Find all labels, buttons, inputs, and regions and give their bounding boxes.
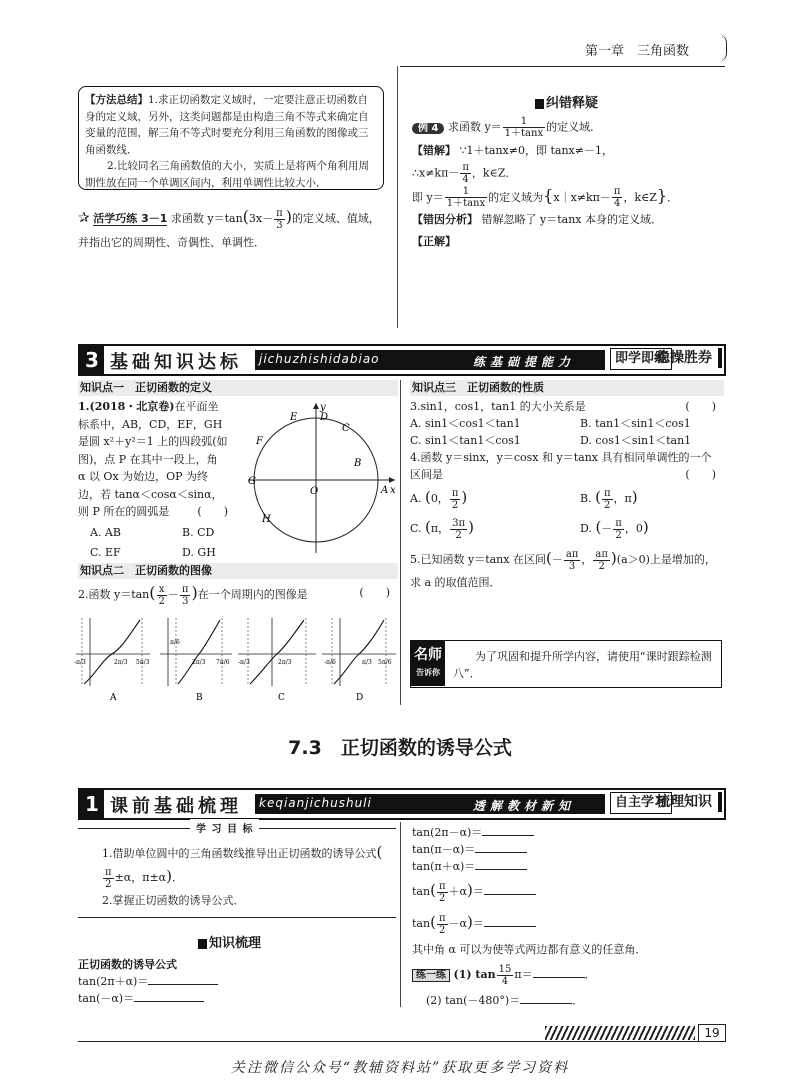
banner-stripe (255, 350, 605, 370)
blank-4[interactable] (475, 841, 527, 853)
banner-pinyin: jichuzhishidabiao (259, 352, 380, 366)
q3-option-b: B. tan1＜sin1＜cos1 (580, 417, 691, 430)
blank-2[interactable] (134, 990, 204, 1002)
header-rule (400, 66, 725, 67)
exercise-label: 练一练 (412, 969, 450, 982)
graph-B (160, 618, 232, 703)
formula-2pi-minus: tan(2π－α)＝ (412, 826, 483, 839)
point-G: G (248, 476, 256, 487)
method-p2: 2.比较同名三角函数值的大小，实质上是将两个角利用周期性放在同一个单调区间内，利用单调性比较大小． (85, 160, 370, 189)
banner2-box1: 自主学习 (610, 792, 672, 814)
point-A: A (381, 485, 389, 496)
kp2-question: 2.函数 y＝tan( $\frac{x}{2}$ － $\frac{\pi}{3}$ )在一个周期内的图像是 ( ) (78, 583, 390, 607)
blank-8[interactable] (533, 966, 585, 978)
banner-number: 3 (80, 346, 104, 374)
graph-label-B: B (196, 693, 203, 703)
banner-box2: 稳操胜券 (650, 348, 722, 368)
q1-option-c: C. EF (90, 546, 121, 559)
q3-option-a: A. sin1＜cos1＜tan1 (410, 417, 521, 430)
graph-label-C: C (278, 693, 285, 703)
svg-text:7π/6: 7π/6 (216, 659, 230, 666)
cause-text: 错解忽略了 y＝tanx 本身的定义域． (481, 213, 662, 226)
banner2-pinyin: keqianjichushuli (259, 796, 372, 810)
footer-rule (78, 1041, 724, 1042)
formulas-body: tan(2π－α)＝ tan(π－α)＝ tan(π＋α)＝ tan( $\frac{\pi}{2}$ ＋α)＝ tan( $\frac{\pi}{2}$ －α)＝ 其中角 α 可以为使等式两边都有意义的任意角． 练一练 (1) tan $\frac{15}{4}$ π＝ ． (2) tan(－480°)＝ ． (412, 824, 724, 1012)
formula-half-pi-minus: tan (412, 917, 431, 930)
unit-circle-figure (240, 398, 400, 558)
q1-paren: ( ) (197, 505, 228, 518)
banner2-box2: 梳理知识 (650, 792, 722, 812)
method-p1: 1.求正切函数定义域时，一定要注意正切函数自身的定义域，另外，这类问题都是由构造三角不等式来确定自变量的范围，解三角不等式时要充分利用三角函数的图像或三角函数线． (85, 94, 369, 156)
banner2-title: 课前基础梳理 (110, 796, 242, 817)
section-banner-preview (78, 788, 726, 820)
q4-option-b: B. ( $\frac{\pi}{2}$ ，π) (580, 487, 638, 511)
axis-x-label: x (390, 485, 396, 496)
banner-title: 基础知识达标 (110, 352, 242, 373)
knowledge-body (78, 956, 396, 1007)
teacher-badge: 名师 告诉你 (411, 641, 445, 686)
q1-option-d: D. GH (182, 546, 216, 559)
goals-box: 学 习 目 标 1.借助单位圆中的三角函数线推导出正切函数的诱导公式( $\frac{\pi}{2}$ ±α，π±α)． 2.掌握正切函数的诱导公式． (78, 828, 396, 918)
footer-ad: 关注微信公众号“教辅资料站”获取更多学习资料 (230, 1060, 570, 1076)
graph-A (74, 618, 150, 703)
errcorr-question: 求函数 y＝ (447, 120, 502, 134)
q3-option-d: D. cos1＜sin1＜tan1 (580, 434, 692, 447)
point-B: B (354, 458, 362, 469)
chapter-header: 第一章 三角函数 (585, 44, 690, 59)
svg-text:2π/3: 2π/3 (192, 659, 206, 666)
kp1-text (78, 398, 228, 521)
svg-text:π/6: π/6 (170, 639, 180, 646)
point-C: C (342, 423, 350, 434)
svg-text:-π/3: -π/3 (238, 659, 250, 666)
section-marker-icon-2 (198, 939, 207, 949)
knowledge-sub: 正切函数的诱导公式 (78, 958, 177, 971)
blank-1[interactable] (148, 973, 218, 985)
wrong-label: 【错解】 (412, 143, 456, 157)
example-badge: 例 4 (412, 123, 444, 134)
q3-text: 3.sin1，cos1，tan1 的大小关系是 (410, 400, 586, 413)
svg-text:-π/6: -π/6 (324, 659, 336, 666)
q1-option-b: B. CD (182, 526, 215, 539)
axis-y-label: y (320, 402, 326, 413)
banner-slogan: 练基础提能力 (472, 355, 575, 369)
practice-block: ✰ 活学巧练 3－1 求函数 y＝tan(3x－ $\frac{\pi}{3}$ )的定义域、值域，并指出它的周期性、奇偶性、单调性． (78, 207, 380, 249)
blank-7[interactable] (484, 915, 536, 927)
q4-option-a: A. (0， $\frac{\pi}{2}$ ) (410, 487, 468, 511)
q4-text: 4.函数 y＝sinx，y＝cosx 和 y＝tanx 具有相同单调性的一个区间是 (410, 451, 712, 481)
blank-6[interactable] (484, 883, 536, 895)
graph-C (238, 618, 316, 703)
blank-3[interactable] (482, 824, 534, 836)
graph-D (322, 618, 396, 703)
q5-text: 5.已知函数 y＝tanx 在区间(－ $\frac{a\pi}{3}$ ， $\frac{a\pi}{2}$ )(a＞0)上是增加的，求 a 的取值范围． (410, 548, 716, 589)
section-title: 7.3 正切函数的诱导公式 (288, 737, 512, 759)
wrong-line2: ∴x≠kπ－ (412, 166, 460, 179)
correct-label: 【正解】 (412, 235, 456, 248)
knowledge-title: 知识梳理 (198, 932, 261, 951)
practice-pre: 求函数 y＝tan (170, 212, 243, 225)
wrong-text: ∵1＋tanx≠0，即 tanx≠－1， (459, 143, 613, 157)
section-banner-basic (78, 344, 726, 376)
kp3-body: 3.sin1，cos1，tan1 的大小关系是 ( ) A. sin1＜cos1＜tan1 B. tan1＜sin1＜cos1 C. sin1＜tan1＜cos1 D. cos1＜sin1＜tan1 4.函数 y＝sinx，y＝cosx 和 y＝tanx 具有相同单调性的一个区间是 ( ) A. (0， $\frac{\pi}{2}$ ) B. ( $\frac{\pi}{2}$ ，π) C. (π， $\frac{3\pi}{2}$ ) D. (－ $\frac{\pi}{2}$ ，0) 5.已知函数 y＝tanx 在区间(－ $\frac{a\pi}{3}$ ， $\frac{a\pi}{2}$ )(a＞0)上是增加的，求 a 的取值范围． (410, 398, 722, 594)
column-divider-2 (400, 380, 401, 705)
point-F: F (256, 436, 263, 447)
svg-text:2π/3: 2π/3 (114, 659, 128, 666)
kp2-head: 知识点二 正切函数的图像 (78, 563, 398, 579)
teacher-text: 为了巩固和提升所学内容，请使用“课时跟踪检测八”． (453, 650, 712, 680)
banner-box1: 即学即练 (610, 348, 672, 370)
paren-left: ( (242, 207, 249, 226)
graph-label-A: A (110, 693, 117, 703)
kp3-head: 知识点三 正切函数的性质 (410, 380, 724, 396)
blank-9[interactable] (520, 992, 572, 1004)
kp1-head: 知识点一 正切函数的定义 (78, 380, 398, 396)
formula-neg: tan(－α)＝ (78, 992, 135, 1005)
q4-option-d: D. (－ $\frac{\pi}{2}$ ，0) (580, 517, 649, 541)
origin-label: O (310, 486, 319, 497)
practice-label: 活学巧练 3－1 (93, 212, 168, 225)
point-E: E (290, 412, 298, 423)
graph-label-D: D (356, 693, 364, 703)
goal-1: 1.借助单位圆中的三角函数线推导出正切函数的诱导公式 (102, 847, 377, 860)
formula-pi-plus: tan(π＋α)＝ (412, 860, 476, 873)
formula-pi-minus: tan(π－α)＝ (412, 843, 476, 856)
formula-2pi-plus: tan(2π＋α)＝ (78, 975, 149, 988)
goals-label: 学 习 目 标 (190, 819, 259, 841)
method-label: 【方法总结】 (85, 94, 148, 106)
formula-note: 其中角 α 可以为使等式两边都有意义的任意角． (412, 943, 647, 956)
q1-text: 在平面坐标系中，AB，CD，EF，GH是圆 x²＋y²＝1 上的四段弧(如图)，点 P 在其中一段上，角 α 以 Ox 为始边，OP 为终边，若 tanα＜cosα＜sinα，则 P 所在的圆弧是 (78, 400, 228, 518)
errcorr-body: 例 4 求函数 y＝ $\frac{1}{1+\tan x}$ 的定义域． 【错解】 ∵1＋tanx≠0，即 tanx≠－1， ∴x≠kπ－ $\frac{\pi}{4}$ ，k∈Z． 即 y＝ $\frac{1}{1+\tan x}$ 的定义域为{x｜x≠kπ－ $\frac{\pi}{4}$ ，k∈Z}． 【错因分析】 错解忽略了 y＝tanx 本身的定义域． 【正解】 (412, 116, 679, 248)
tangent-graphs (72, 614, 398, 704)
q1-option-a: A. AB (90, 526, 121, 539)
q1-source: 1.(2018・北京卷) (78, 400, 175, 413)
svg-text:-π/3: -π/3 (74, 659, 86, 666)
svg-text:5π/6: 5π/6 (378, 659, 392, 666)
page-number: 19 (698, 1024, 726, 1042)
header-bracket-icon (718, 34, 727, 62)
point-H: H (262, 514, 271, 525)
exercise-2: (2) tan(－480°)＝ (426, 994, 521, 1007)
svg-text:5π/3: 5π/3 (136, 659, 150, 666)
column-divider-3 (400, 822, 401, 1007)
exercise-1: (1) tan (453, 968, 496, 981)
formula-half-pi-plus: tan (412, 885, 431, 898)
svg-text:2π/3: 2π/3 (278, 659, 292, 666)
point-D: D (320, 412, 329, 423)
errcorr-title: 纠错释疑 (535, 92, 598, 111)
practice-post: 的定义域、值域，并指出它的周期性、奇偶性、单调性． (78, 212, 380, 249)
errcorr-q-frac: $\frac{1}{1+\tan x}$ (504, 116, 544, 139)
column-divider (397, 66, 398, 328)
banner2-slogan: 透解教材新知 (472, 799, 575, 813)
q3-option-c: C. sin1＜tan1＜cos1 (410, 434, 521, 447)
svg-text:π/3: π/3 (362, 659, 372, 666)
star-icon: ✰ (78, 210, 90, 226)
practice-arg: 3x－ (248, 212, 274, 225)
section-marker-icon (535, 99, 544, 109)
banner2-stripe (255, 794, 605, 814)
cause-label: 【错因分析】 (412, 213, 478, 226)
practice-frac: $\frac{\pi}{3}$ (276, 207, 283, 231)
goal-2: 2.掌握正切函数的诱导公式． (102, 893, 245, 907)
banner2-number: 1 (80, 790, 104, 818)
blank-5[interactable] (475, 858, 527, 870)
footer-hatch (545, 1026, 695, 1040)
q4-option-c: C. (π， $\frac{3\pi}{2}$ ) (410, 517, 474, 541)
method-summary-box (78, 86, 384, 190)
wrong-line3: 即 y＝ (412, 190, 444, 204)
teacher-tip-box (410, 640, 722, 688)
